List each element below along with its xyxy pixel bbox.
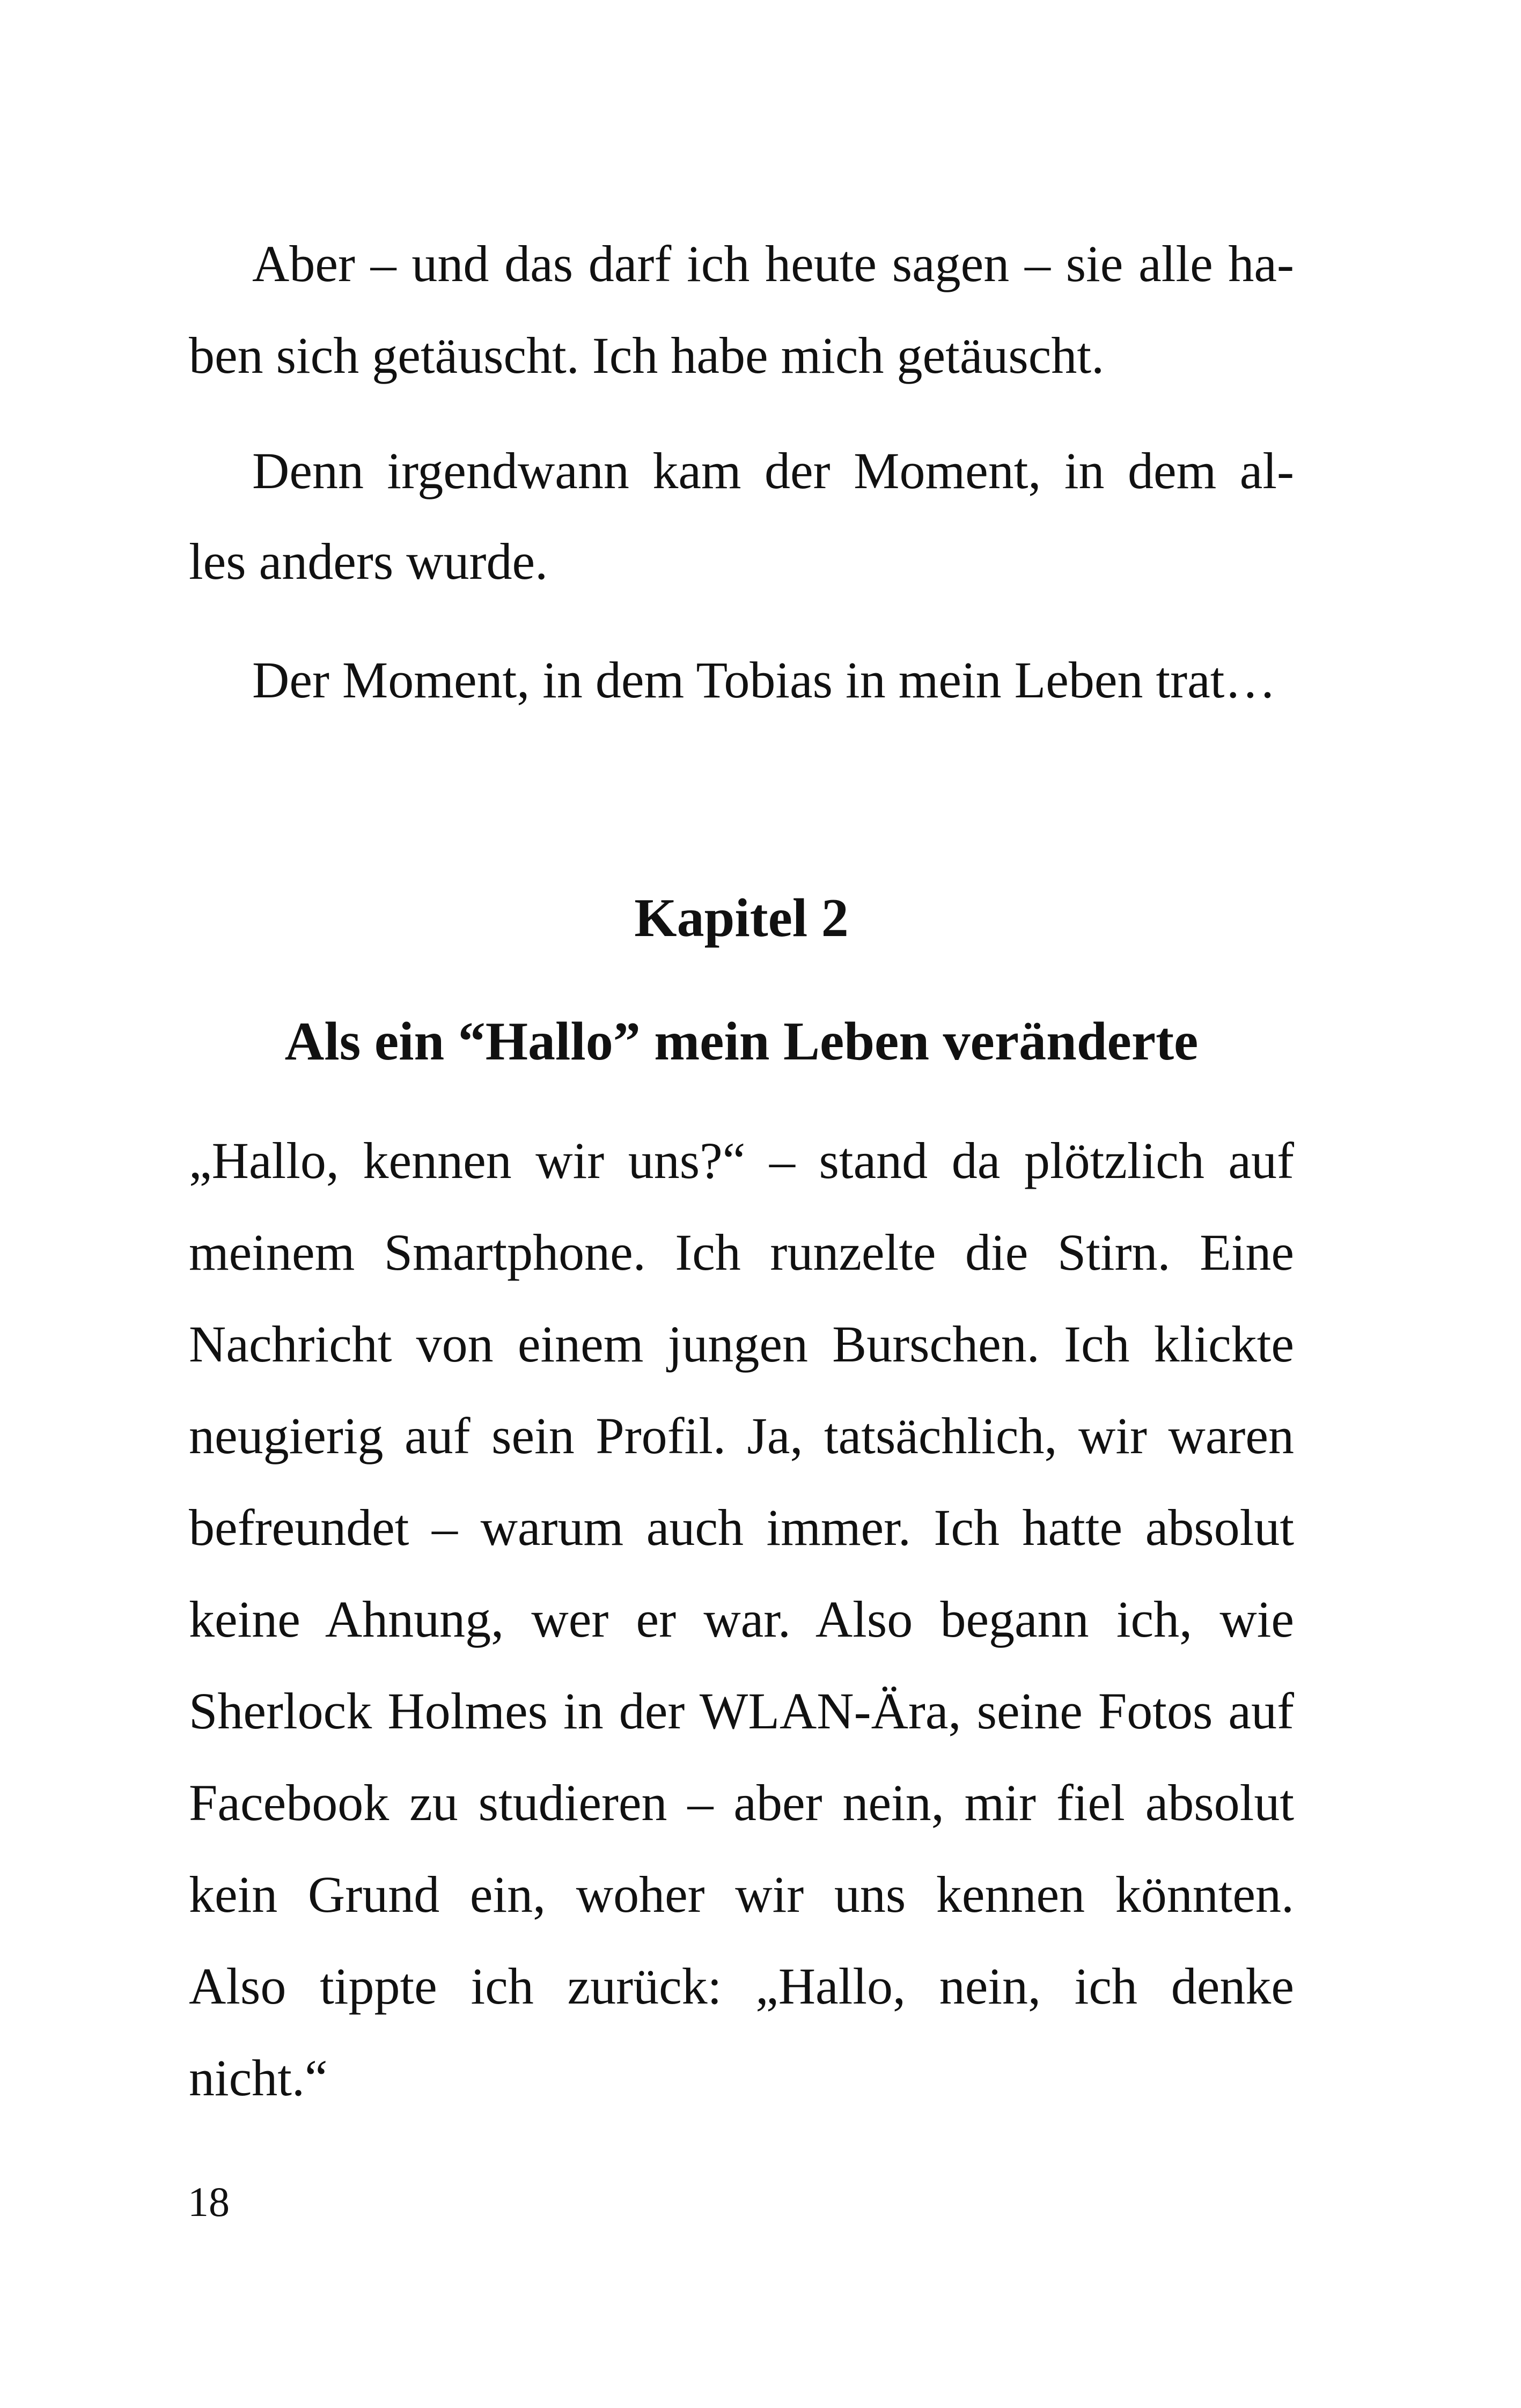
body-line-9: kein Grund ein, woher wir uns kennen könnten. <box>189 1866 1294 1923</box>
body-line-5: befreundet – warum auch immer. Ich hatte absolut <box>189 1499 1294 1556</box>
body-line-3: Nachricht von einem jungen Burschen. Ich klickte <box>189 1315 1294 1373</box>
body-line-1: „Hallo, kennen wir uns?“ – stand da plötzlich auf <box>189 1132 1294 1189</box>
intro-para1-line2: ben sich getäuscht. Ich habe mich getäuscht. <box>189 327 1105 384</box>
body-line-7: Sherlock Holmes in der WLAN-Ära, seine Fotos auf <box>189 1682 1294 1740</box>
body-line-4: neugierig auf sein Profil. Ja, tatsächlich, wir waren <box>189 1407 1294 1464</box>
body-line-2: meinem Smartphone. Ich runzelte die Stirn. Eine <box>189 1224 1294 1281</box>
body-line-11: nicht.“ <box>189 2049 328 2107</box>
page-number: 18 <box>188 2178 230 2225</box>
intro-para2-line1: Denn irgendwann kam der Moment, in dem al- <box>252 442 1294 499</box>
body-line-10: Also tippte ich zurück: „Hallo, nein, ich denke <box>189 1957 1294 2015</box>
intro-para1-line1: Aber – und das darf ich heute sagen – sie alle ha- <box>252 235 1294 292</box>
chapter-number: Kapitel 2 <box>634 888 849 948</box>
intro-para2-line2: les anders wurde. <box>189 533 548 590</box>
chapter-title: Als ein “Hallo” mein Leben veränderte <box>284 1011 1199 1072</box>
body-line-6: keine Ahnung, wer er war. Also begann ich, wie <box>189 1590 1294 1648</box>
intro-para3-line1: Der Moment, in dem Tobias in mein Leben trat… <box>252 651 1276 709</box>
body-line-8: Facebook zu studieren – aber nein, mir fiel absolut <box>189 1774 1294 1831</box>
